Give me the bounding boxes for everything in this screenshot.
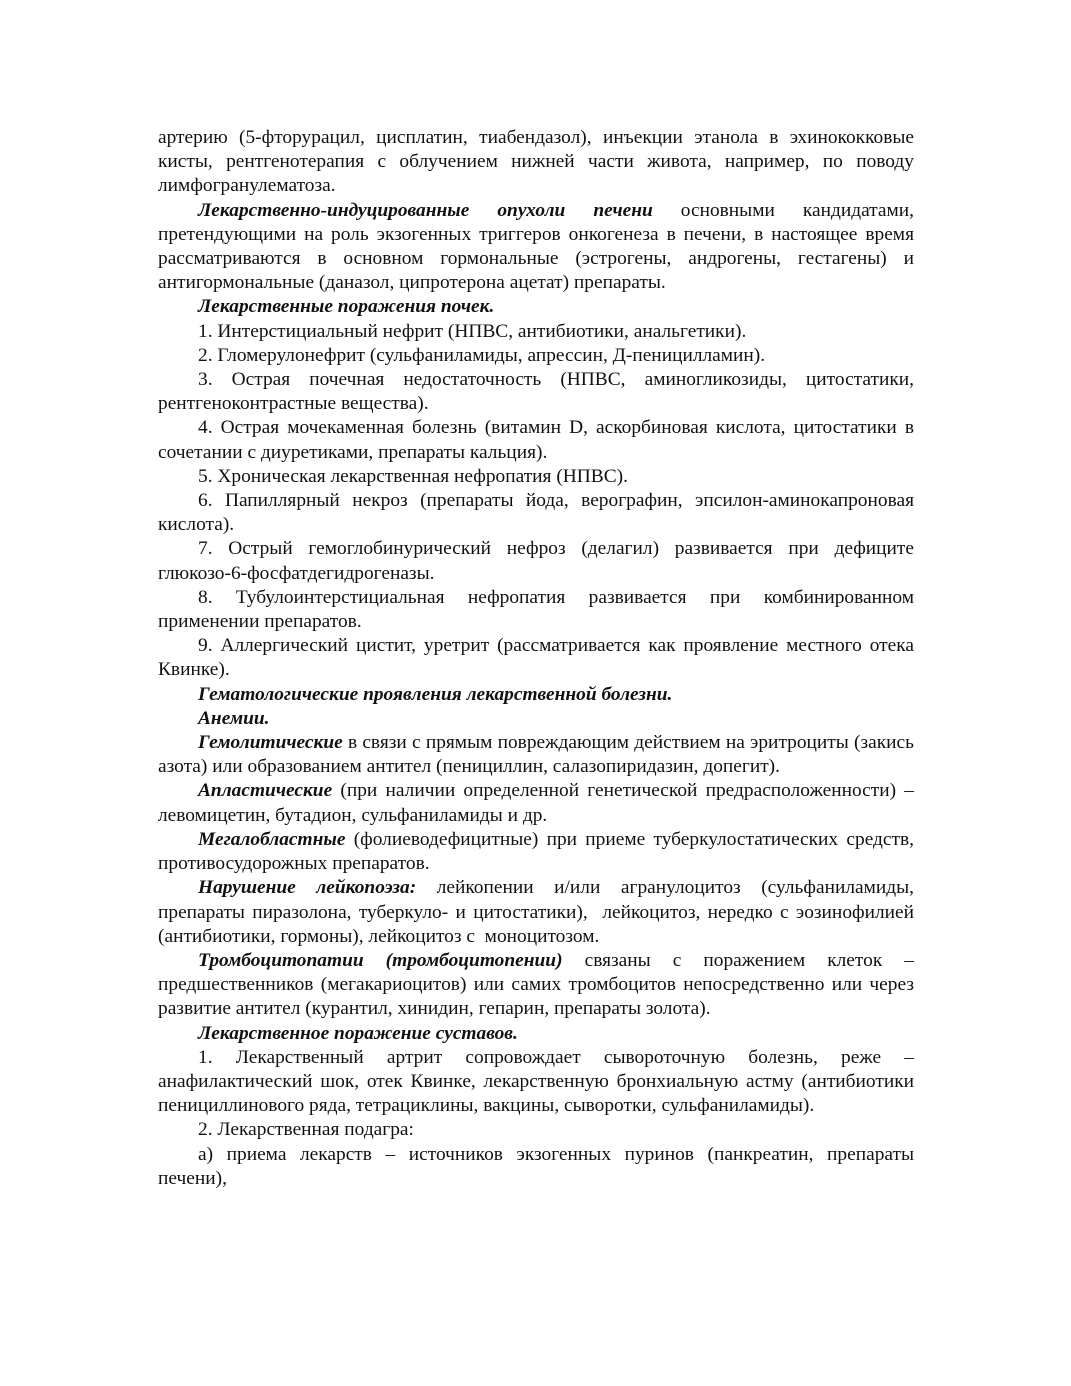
list-item-text: 1. Интерстициальный нефрит (НПВС, антибиотики, анальгетики).	[198, 320, 747, 342]
list-item-text: 2. Лекарственная подагра:	[198, 1119, 414, 1141]
list-item-text: 5. Хроническая лекарственная нефропатия (НПВС).	[198, 465, 628, 487]
section-heading-text: Лекарственное поражение суставов.	[198, 1022, 518, 1044]
list-item	[158, 1118, 914, 1142]
list-item-text: а) приема лекарств – источников экзогенных пуринов (панкреатин, препараты печени),	[158, 1143, 914, 1189]
section-heading-kidney	[158, 295, 914, 319]
subheading-text: Анемии.	[198, 707, 270, 729]
paragraph	[158, 126, 914, 199]
paragraph-lead: Нарушение лейкопоэза:	[198, 877, 417, 899]
paragraph-aplastic	[158, 779, 914, 827]
paragraph-lead: Апластические	[198, 780, 333, 802]
list-item	[158, 344, 914, 368]
list-item	[158, 634, 914, 682]
paragraph-text: в связи с прямым повреждающим действием на эритроциты (закись азота) или образованием антител (пенициллин, салазопиридазин, допегит).	[158, 732, 914, 778]
section-heading-joints	[158, 1022, 914, 1046]
paragraph-lead: Гемолитические	[198, 732, 343, 754]
paragraph-text: артерию (5-фторурацил, цисплатин, тиабендазол), инъекции этанола в эхинококковые кисты, рентгенотерапия с облучением нижней части живота, например, по поводу лимфогранулематоза.	[158, 127, 914, 197]
list-item-text: 6. Папиллярный некроз (препараты йода, верографин, эпсилон-аминокапроновая кислота).	[158, 490, 914, 536]
list-item	[158, 465, 914, 489]
subheading-anemia	[158, 707, 914, 731]
list-item	[158, 489, 914, 537]
paragraph-lead: Лекарственно-индуцированные опухоли печени	[198, 199, 653, 221]
paragraph-thrombocytopathy	[158, 949, 914, 1022]
paragraph-text: лейкопении и/или агранулоцитоз (сульфаниламиды, препараты пиразолона, туберкуло- и цитостатики), лейкоцитоз, нередко с эозинофилией (антибиотики, гормоны), лейкоцитоз с моноцитозом.	[158, 877, 919, 947]
list-item	[158, 537, 914, 585]
list-item	[158, 586, 914, 634]
list-item	[158, 1046, 914, 1119]
list-item-text: 2. Гломерулонефрит (сульфаниламиды, апрессин, Д-пеницилламин).	[198, 344, 766, 366]
list-item-text: 8. Тубулоинтерстициальная нефропатия развивается при комбинированном применении препаратов.	[158, 586, 914, 633]
paragraph-text: связаны с поражением клеток – предшественников (мегакариоцитов) или самих тромбоцитов непосредственно или через развитие антител (курантил, хинидин, гепарин, препараты золота).	[158, 949, 914, 1020]
paragraph-text: основными кандидатами, претендующими на роль экзогенных триггеров онкогенеза в печени, в настоящее время рассматриваются в основном гормональные (эстрогены, андрогены, гестагены) и антигормональные (даназол, ципротерона ацетат) препараты.	[158, 199, 914, 294]
list-item	[158, 368, 914, 416]
list-item-text: 7. Острый гемоглобинурический нефроз (делагил) развивается при дефиците глюкозо-6-фосфатдегидрогеназы.	[158, 538, 914, 584]
paragraph-lead: Тромбоцитопатии (тромбоцитопении)	[198, 949, 563, 971]
section-heading-text: Лекарственные поражения почек.	[198, 296, 495, 318]
paragraph-liver-tumors	[158, 199, 914, 296]
section-heading-hematology	[158, 683, 914, 707]
list-item	[158, 1143, 914, 1191]
list-item-text: 9. Аллергический цистит, уретрит (рассматривается как проявление местного отека Квинке).	[158, 635, 914, 681]
paragraph-text: (фолиеводефицитные) при приеме туберкулостатических средств, противосудорожных препаратов.	[158, 828, 914, 875]
section-heading-text: Гематологические проявления лекарственной болезни.	[198, 683, 673, 705]
paragraph-hemolytic	[158, 731, 914, 779]
list-item	[158, 320, 914, 344]
list-item	[158, 416, 914, 464]
paragraph-megaloblastic	[158, 828, 914, 876]
document-page	[158, 126, 919, 1191]
list-item-text: 1. Лекарственный артрит сопровождает сывороточную болезнь, реже – анафилактический шок, отек Квинке, лекарственную бронхиальную астму (антибиотики пенициллинового ряда, тетрациклины, вакцины, сыворотки, сульфаниламиды).	[158, 1046, 914, 1117]
list-item-text: 3. Острая почечная недостаточность (НПВС, аминогликозиды, цитостатики, рентгеноконтрастные вещества).	[158, 369, 914, 415]
list-item-text: 4. Острая мочекаменная болезнь (витамин D, аскорбиновая кислота, цитостатики в сочетании с диуретиками, препараты кальция).	[158, 417, 914, 463]
paragraph-text: (при наличии определенной генетической предрасположенности) – левомицетин, бутадион, сульфаниламиды и др.	[158, 780, 914, 826]
paragraph-leukopoiesis	[158, 876, 919, 949]
paragraph-lead: Мегалобластные	[198, 828, 346, 850]
